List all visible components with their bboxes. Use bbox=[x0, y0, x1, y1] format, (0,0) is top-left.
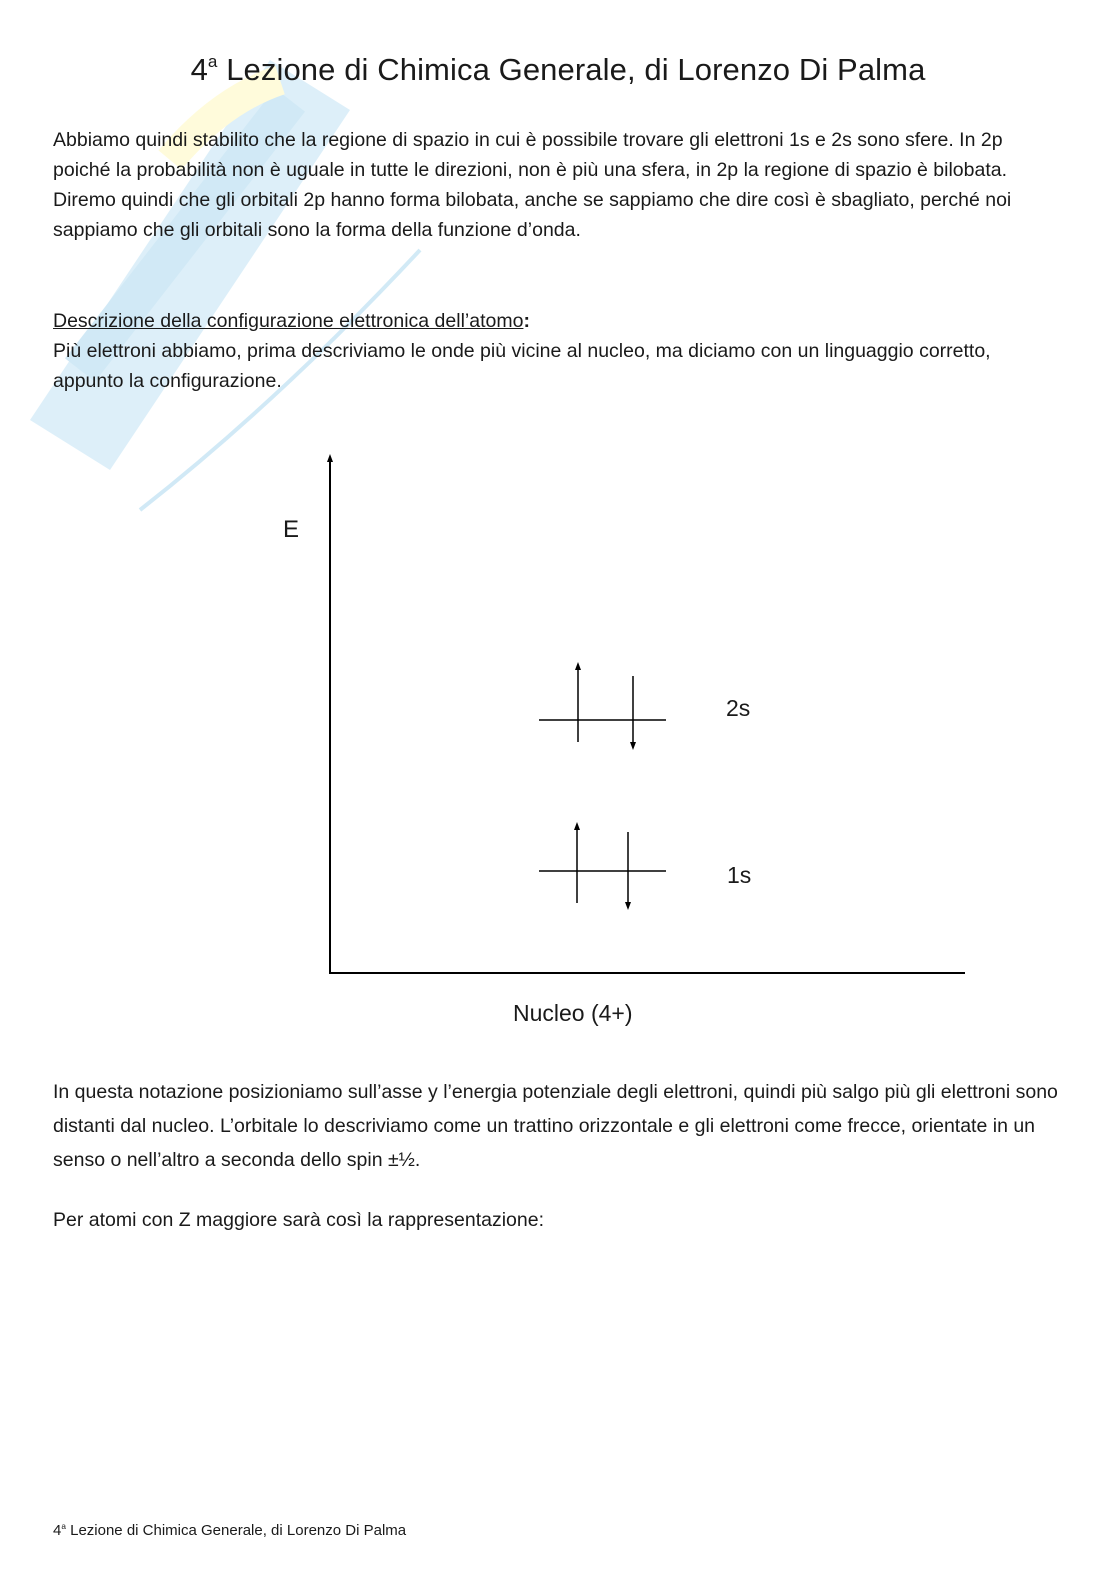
intro-paragraph: Abbiamo quindi stabilito che la regione di spazio in cui è possibile trovare gli elettroni 1s e 2s sono sfere. In 2p poiché la probabilità non è uguale in tutte le direzioni, non è più una sfera, in 2p la regione di spazio è bilobata. Diremo quindi che gli orbitali 2p hanno forma bilobata, anche se sappiamo che dire così è sbagliato, perché noi sappiamo che gli orbitali sono la forma della funzione d’onda. bbox=[53, 129, 1012, 241]
notation-paragraph: In questa notazione posizioniamo sull’asse y l’energia potenziale degli elettroni, quindi più salgo più gli elettroni sono distanti dal nucleo. L’orbitale lo descriviamo come un trattino orizzontale e gli elettroni come frecce, orientate in un senso o nell’altro a seconda dello spin ±½. bbox=[53, 1081, 1058, 1171]
level-label-2s: 2s bbox=[726, 695, 751, 721]
x-axis-label: Nucleo (4+) bbox=[513, 1000, 633, 1026]
page-title: 4$^a$ Lezione di Chimica Generale, di Lorenzo Di Palma bbox=[190, 52, 926, 87]
section-paragraph: Più elettroni abbiamo, prima descriviamo le onde più vicine al nucleo, ma diciamo con un linguaggio corretto, appunto la configurazione. bbox=[53, 340, 991, 392]
representation-paragraph: Per atomi con Z maggiore sarà così la rappresentazione: bbox=[53, 1209, 544, 1231]
y-axis-label: E bbox=[283, 516, 300, 543]
level-label-1s: 1s bbox=[727, 862, 752, 888]
section-heading: Descrizione della configurazione elettronica dell’atomo: bbox=[53, 310, 530, 332]
page-footer: 4$^a$ Lezione di Chimica Generale, di Lorenzo Di Palma bbox=[53, 1522, 407, 1540]
